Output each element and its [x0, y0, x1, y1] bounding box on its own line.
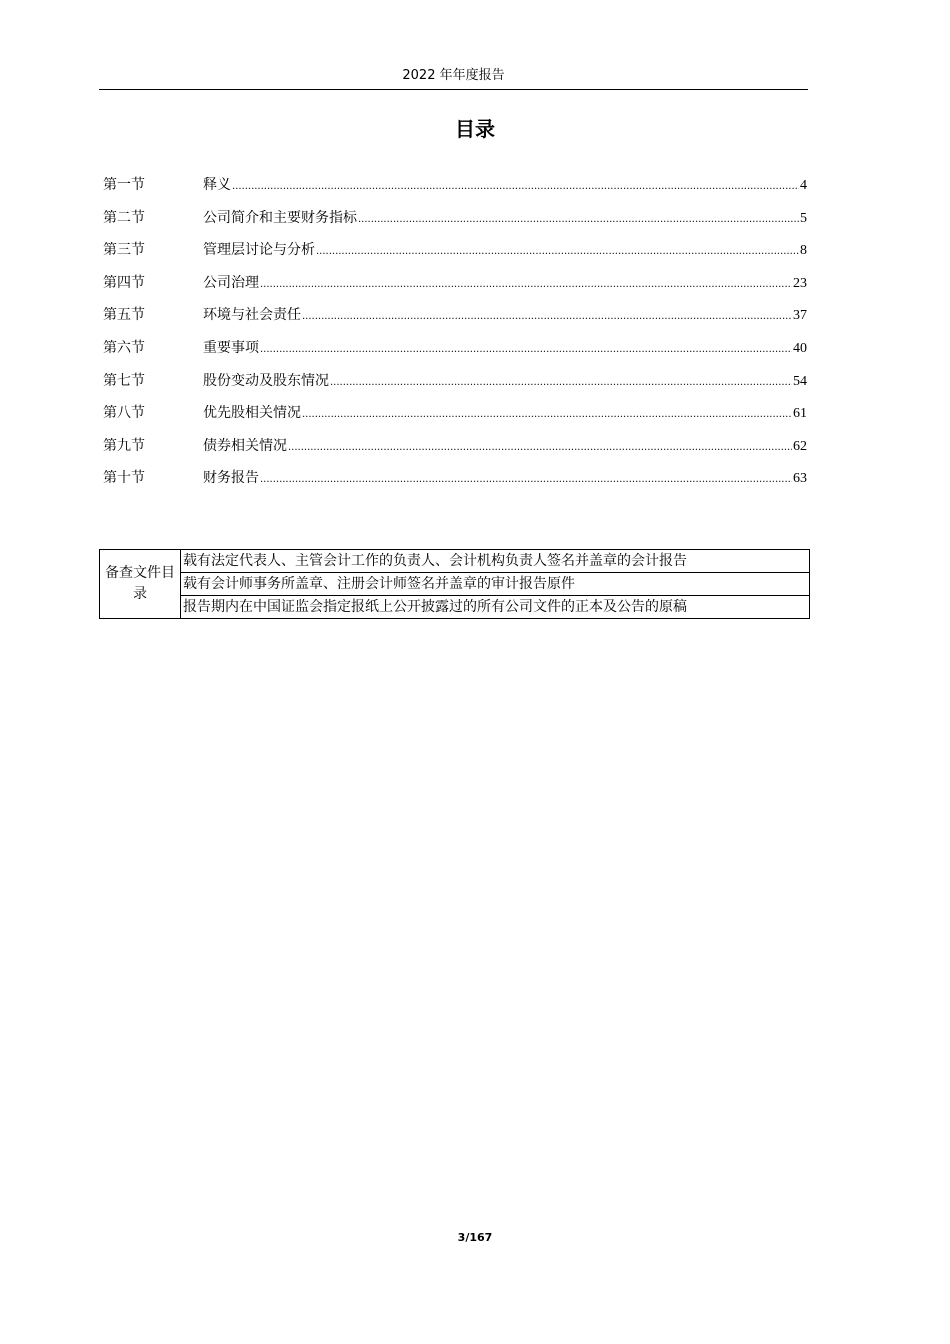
reference-documents-table	[99, 549, 810, 619]
toc-section-title: 公司简介和主要财务指标	[203, 209, 357, 226]
toc-section-number: 第九节	[103, 437, 145, 454]
toc-page-number: 8	[800, 243, 807, 259]
toc-dot-leader	[358, 207, 799, 233]
toc-entry[interactable]	[103, 465, 807, 498]
table-row	[100, 596, 810, 619]
toc-entry[interactable]	[103, 400, 807, 433]
toc-section-title: 股份变动及股东情况	[203, 372, 329, 389]
toc-dot-leader	[330, 370, 792, 396]
toc-entry[interactable]	[103, 368, 807, 401]
reference-document-item: 报告期内在中国证监会指定报纸上公开披露过的所有公司文件的正本及公告的原稿	[181, 596, 810, 619]
page-header: 2022 年年度报告	[99, 66, 808, 90]
toc-dot-leader	[302, 304, 792, 330]
toc-page-number: 54	[793, 373, 807, 389]
page-title: 目录	[455, 117, 495, 141]
toc-dot-leader	[302, 402, 792, 428]
toc-entry[interactable]	[103, 237, 807, 270]
table-of-contents	[103, 172, 807, 498]
toc-entry[interactable]	[103, 172, 807, 205]
toc-dot-leader	[260, 272, 792, 298]
toc-section-title: 重要事项	[203, 339, 259, 356]
toc-dot-leader	[260, 337, 792, 363]
toc-dot-leader	[288, 435, 792, 461]
toc-entry[interactable]	[103, 205, 807, 238]
toc-section-number: 第二节	[103, 209, 145, 226]
toc-entry[interactable]	[103, 302, 807, 335]
toc-section-title: 管理层讨论与分析	[203, 242, 315, 259]
toc-section-title: 优先股相关情况	[203, 405, 301, 422]
toc-section-number: 第七节	[103, 372, 145, 389]
toc-section-number: 第八节	[103, 405, 145, 422]
toc-page-number: 23	[793, 275, 807, 291]
toc-dot-leader	[316, 239, 799, 265]
toc-page-number: 61	[793, 406, 807, 422]
toc-section-number: 第三节	[103, 242, 145, 259]
toc-section-number: 第一节	[103, 177, 145, 193]
page-number: 3/167	[457, 1231, 493, 1244]
reference-documents-heading: 备查文件目录	[100, 550, 181, 619]
table-row	[100, 573, 810, 596]
toc-entry[interactable]	[103, 335, 807, 368]
toc-section-title: 财务报告	[203, 470, 259, 487]
toc-dot-leader	[232, 174, 799, 200]
toc-section-title: 公司治理	[203, 274, 259, 291]
toc-section-number: 第四节	[103, 274, 145, 291]
toc-section-title: 释义	[203, 177, 231, 193]
toc-section-title: 债券相关情况	[203, 437, 287, 454]
toc-section-number: 第十节	[103, 470, 145, 487]
toc-section-title: 环境与社会责任	[203, 307, 301, 324]
toc-page-number: 63	[793, 471, 807, 487]
toc-page-number: 4	[800, 178, 807, 193]
reference-document-item: 载有会计师事务所盖章、注册会计师签名并盖章的审计报告原件	[181, 573, 810, 596]
toc-section-number: 第五节	[103, 307, 145, 324]
toc-entry[interactable]	[103, 433, 807, 466]
toc-page-number: 5	[800, 210, 807, 226]
toc-entry[interactable]	[103, 270, 807, 303]
toc-page-number: 40	[793, 340, 807, 356]
toc-page-number: 62	[793, 438, 807, 454]
toc-section-number: 第六节	[103, 339, 145, 356]
toc-page-number: 37	[793, 308, 807, 324]
toc-dot-leader	[260, 467, 792, 493]
reference-document-item: 载有法定代表人、主管会计工作的负责人、会计机构负责人签名并盖章的会计报告	[181, 550, 810, 573]
table-row	[100, 550, 810, 573]
